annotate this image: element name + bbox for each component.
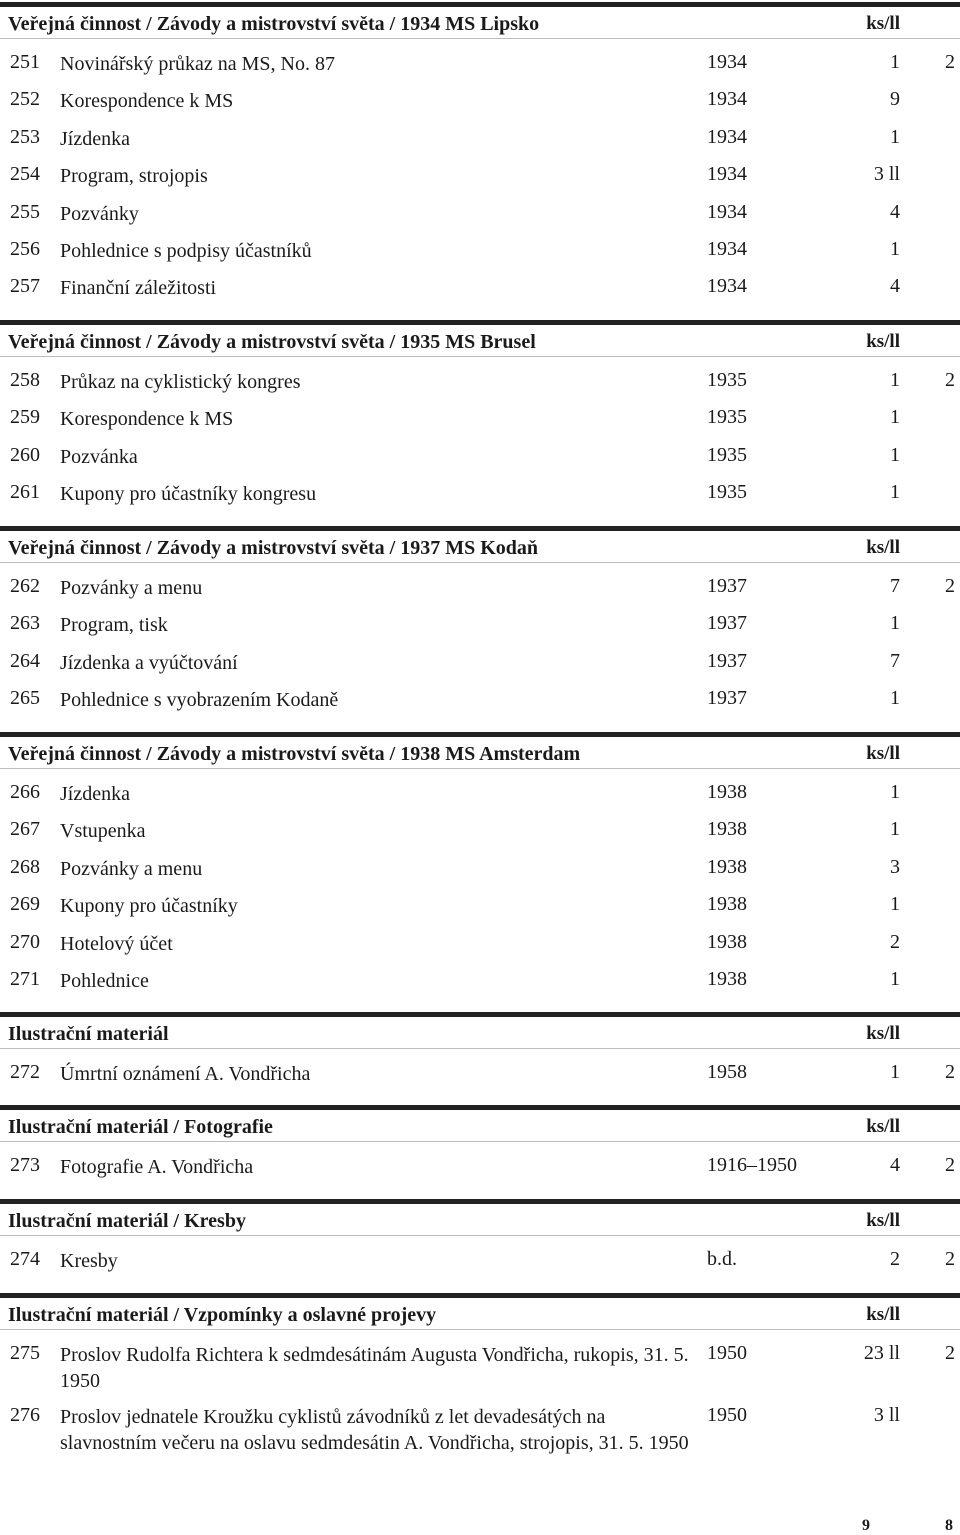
item-year: 1938 bbox=[707, 893, 747, 916]
item-box: 2 bbox=[945, 1342, 955, 1364]
item-description: Pozvánky a menu bbox=[60, 857, 203, 880]
item-box: 2 bbox=[945, 369, 955, 391]
list-item bbox=[0, 163, 960, 200]
item-number: 263 bbox=[10, 612, 40, 635]
item-year: 1934 bbox=[707, 200, 747, 223]
item-year: b.d. bbox=[707, 1248, 737, 1270]
unit-label: ks/ll bbox=[866, 743, 900, 764]
section-kresby bbox=[0, 1199, 960, 1289]
section-title: Veřejná činnost / Závody a mistrovství světa / 1937 MS Kodaň bbox=[8, 537, 539, 559]
item-list bbox=[0, 39, 960, 317]
item-quantity: 1 bbox=[890, 893, 900, 916]
item-quantity: 2 bbox=[890, 1248, 900, 1270]
item-description: Program, strojopis bbox=[60, 165, 208, 188]
item-description: Úmrtní oznámení A. Vondřicha bbox=[60, 1063, 311, 1085]
list-item bbox=[0, 369, 960, 406]
list-item bbox=[0, 650, 960, 687]
item-number: 268 bbox=[10, 855, 40, 878]
item-number: 264 bbox=[10, 649, 40, 672]
item-number: 272 bbox=[10, 1061, 40, 1083]
item-number: 260 bbox=[10, 443, 40, 466]
item-list bbox=[0, 563, 960, 729]
unit-label: ks/ll bbox=[866, 1023, 900, 1044]
item-number: 258 bbox=[10, 369, 40, 391]
list-item bbox=[0, 275, 960, 312]
item-quantity: 1 bbox=[890, 51, 900, 73]
item-description: Jízdenka a vyúčtování bbox=[60, 651, 238, 674]
section-header bbox=[0, 732, 960, 769]
item-number: 273 bbox=[10, 1154, 40, 1176]
item-year: 1938 bbox=[707, 855, 747, 878]
item-description: Pohlednice bbox=[60, 969, 149, 992]
list-item bbox=[0, 1342, 960, 1404]
list-item bbox=[0, 201, 960, 238]
item-description: Program, tisk bbox=[60, 614, 168, 637]
item-description: Jízdenka bbox=[60, 783, 130, 805]
item-year: 1938 bbox=[707, 930, 747, 953]
item-number: 255 bbox=[10, 200, 40, 223]
item-quantity: 4 bbox=[890, 1154, 900, 1176]
item-box: 2 bbox=[945, 575, 955, 597]
item-number: 265 bbox=[10, 687, 40, 710]
item-year: 1935 bbox=[707, 369, 747, 391]
list-item bbox=[0, 781, 960, 818]
item-quantity: 3 bbox=[890, 855, 900, 878]
list-item bbox=[0, 406, 960, 443]
item-year: 1935 bbox=[707, 406, 747, 429]
item-number: 254 bbox=[10, 163, 40, 186]
item-year: 1916–1950 bbox=[707, 1154, 797, 1176]
section-header bbox=[0, 1293, 960, 1330]
item-description: Finanční záležitosti bbox=[60, 277, 217, 300]
item-number: 252 bbox=[10, 88, 40, 111]
section-title: Ilustrační materiál / Vzpomínky a oslavné projevy bbox=[8, 1304, 437, 1326]
section-header bbox=[0, 1012, 960, 1049]
unit-label: ks/ll bbox=[866, 1116, 900, 1137]
item-year: 1938 bbox=[707, 781, 747, 803]
item-number: 251 bbox=[10, 51, 40, 73]
list-item bbox=[0, 1154, 960, 1191]
item-list bbox=[0, 357, 960, 523]
list-item bbox=[0, 126, 960, 163]
item-year: 1934 bbox=[707, 237, 747, 260]
section-title: Ilustrační materiál / Fotografie bbox=[8, 1116, 273, 1138]
item-year: 1934 bbox=[707, 275, 747, 298]
item-year: 1937 bbox=[707, 612, 747, 635]
item-number: 276 bbox=[10, 1404, 40, 1426]
list-item bbox=[0, 444, 960, 481]
section-1938-amsterdam bbox=[0, 732, 960, 1009]
item-number: 261 bbox=[10, 481, 40, 504]
section-1934-lipsko bbox=[0, 2, 960, 317]
item-quantity: 1 bbox=[890, 481, 900, 504]
item-number: 256 bbox=[10, 237, 40, 260]
item-quantity: 7 bbox=[890, 575, 900, 597]
section-title: Ilustrační materiál bbox=[8, 1023, 169, 1045]
item-description: Průkaz na cyklistický kongres bbox=[60, 371, 301, 393]
item-number: 274 bbox=[10, 1248, 40, 1270]
item-quantity: 1 bbox=[890, 687, 900, 710]
item-list bbox=[0, 1236, 960, 1289]
list-item bbox=[0, 51, 960, 88]
item-quantity: 3 ll bbox=[873, 1404, 900, 1426]
section-header bbox=[0, 526, 960, 563]
item-year: 1937 bbox=[707, 687, 747, 710]
section-1935-brusel bbox=[0, 320, 960, 523]
list-item bbox=[0, 856, 960, 893]
item-box: 2 bbox=[945, 1061, 955, 1083]
section-ilustracni-material bbox=[0, 1012, 960, 1102]
section-fotografie bbox=[0, 1105, 960, 1195]
item-number: 266 bbox=[10, 781, 40, 803]
item-number: 270 bbox=[10, 930, 40, 953]
item-list bbox=[0, 1049, 960, 1102]
item-year: 1934 bbox=[707, 51, 747, 73]
section-header bbox=[0, 1199, 960, 1236]
item-description: Hotelový účet bbox=[60, 932, 173, 955]
item-quantity: 1 bbox=[890, 369, 900, 391]
unit-label: ks/ll bbox=[866, 1210, 900, 1231]
section-title: Veřejná činnost / Závody a mistrovství světa / 1938 MS Amsterdam bbox=[8, 743, 581, 765]
list-item bbox=[0, 575, 960, 612]
item-quantity: 3 ll bbox=[873, 163, 900, 186]
list-item bbox=[0, 687, 960, 724]
item-year: 1934 bbox=[707, 125, 747, 148]
list-item bbox=[0, 1061, 960, 1098]
list-item bbox=[0, 931, 960, 968]
item-list bbox=[0, 1142, 960, 1195]
unit-label: ks/ll bbox=[866, 537, 900, 558]
item-year: 1950 bbox=[707, 1404, 747, 1426]
item-quantity: 1 bbox=[890, 967, 900, 990]
list-item bbox=[0, 88, 960, 125]
section-vzpominky bbox=[0, 1293, 960, 1488]
item-quantity: 4 bbox=[890, 200, 900, 223]
item-quantity: 23 ll bbox=[863, 1342, 900, 1364]
item-year: 1935 bbox=[707, 481, 747, 504]
item-quantity: 9 bbox=[890, 88, 900, 111]
list-item bbox=[0, 893, 960, 930]
item-description: Kresby bbox=[60, 1250, 118, 1272]
item-year: 1934 bbox=[707, 163, 747, 186]
section-header bbox=[0, 1105, 960, 1142]
section-title: Veřejná činnost / Závody a mistrovství světa / 1934 MS Lipsko bbox=[8, 13, 540, 35]
section-title: Veřejná činnost / Závody a mistrovství světa / 1935 MS Brusel bbox=[8, 331, 536, 353]
list-item bbox=[0, 481, 960, 518]
item-quantity: 1 bbox=[890, 781, 900, 803]
unit-label: ks/ll bbox=[866, 331, 900, 352]
item-number: 257 bbox=[10, 275, 40, 298]
list-item bbox=[0, 1404, 960, 1484]
item-quantity: 1 bbox=[890, 612, 900, 635]
item-year: 1937 bbox=[707, 649, 747, 672]
section-title: Ilustrační materiál / Kresby bbox=[8, 1210, 246, 1232]
item-description: Pozvánky bbox=[60, 202, 139, 225]
list-item bbox=[0, 818, 960, 855]
item-year: 1934 bbox=[707, 88, 747, 111]
item-number: 269 bbox=[10, 893, 40, 916]
item-box: 2 bbox=[945, 51, 955, 73]
item-list bbox=[0, 769, 960, 1009]
item-quantity: 7 bbox=[890, 649, 900, 672]
item-description: Proslov jednatele Kroužku cyklistů závodníků z let devadesátých na slavnostním večeru na oslavu sedmdesátin A. Vondřicha, strojopis, 31. 5. 1950 bbox=[60, 1406, 689, 1454]
item-description: Pohlednice s vyobrazením Kodaně bbox=[60, 689, 339, 712]
item-number: 271 bbox=[10, 967, 40, 990]
item-year: 1937 bbox=[707, 575, 747, 597]
page-number-left: 9 bbox=[862, 1517, 870, 1534]
item-description: Fotografie A. Vondřicha bbox=[60, 1156, 254, 1178]
item-year: 1935 bbox=[707, 443, 747, 466]
item-box: 2 bbox=[945, 1248, 955, 1270]
item-description: Pohlednice s podpisy účastníků bbox=[60, 239, 312, 262]
item-number: 253 bbox=[10, 125, 40, 148]
item-description: Korespondence k MS bbox=[60, 90, 234, 113]
item-quantity: 4 bbox=[890, 275, 900, 298]
item-description: Kupony pro účastníky bbox=[60, 895, 238, 918]
item-year: 1950 bbox=[707, 1342, 747, 1364]
list-item bbox=[0, 612, 960, 649]
item-quantity: 1 bbox=[890, 406, 900, 429]
item-quantity: 2 bbox=[890, 930, 900, 953]
item-quantity: 1 bbox=[890, 443, 900, 466]
item-quantity: 1 bbox=[890, 237, 900, 260]
list-item bbox=[0, 1248, 960, 1285]
item-quantity: 1 bbox=[890, 818, 900, 841]
item-year: 1938 bbox=[707, 967, 747, 990]
item-description: Vstupenka bbox=[60, 820, 146, 843]
item-list bbox=[0, 1330, 960, 1488]
unit-label: ks/ll bbox=[866, 1304, 900, 1325]
item-description: Novinářský průkaz na MS, No. 87 bbox=[60, 53, 335, 75]
list-item bbox=[0, 968, 960, 1005]
page-number-right: 8 bbox=[945, 1517, 953, 1534]
item-description: Pozvánky a menu bbox=[60, 577, 203, 599]
item-description: Pozvánka bbox=[60, 445, 138, 468]
item-quantity: 1 bbox=[890, 125, 900, 148]
list-item bbox=[0, 238, 960, 275]
item-year: 1938 bbox=[707, 818, 747, 841]
item-number: 267 bbox=[10, 818, 40, 841]
item-year: 1958 bbox=[707, 1061, 747, 1083]
unit-label: ks/ll bbox=[866, 13, 900, 34]
item-description: Korespondence k MS bbox=[60, 408, 234, 431]
item-quantity: 1 bbox=[890, 1061, 900, 1083]
item-description: Kupony pro účastníky kongresu bbox=[60, 483, 317, 506]
section-header bbox=[0, 320, 960, 357]
item-description: Proslov Rudolfa Richtera k sedmdesátinám Augusta Vondřicha, rukopis, 31. 5. 1950 bbox=[60, 1344, 689, 1392]
item-box: 2 bbox=[945, 1154, 955, 1176]
item-number: 259 bbox=[10, 406, 40, 429]
item-number: 275 bbox=[10, 1342, 40, 1364]
section-1937-kodan bbox=[0, 526, 960, 729]
item-number: 262 bbox=[10, 575, 40, 597]
section-header bbox=[0, 2, 960, 39]
item-description: Jízdenka bbox=[60, 127, 130, 150]
